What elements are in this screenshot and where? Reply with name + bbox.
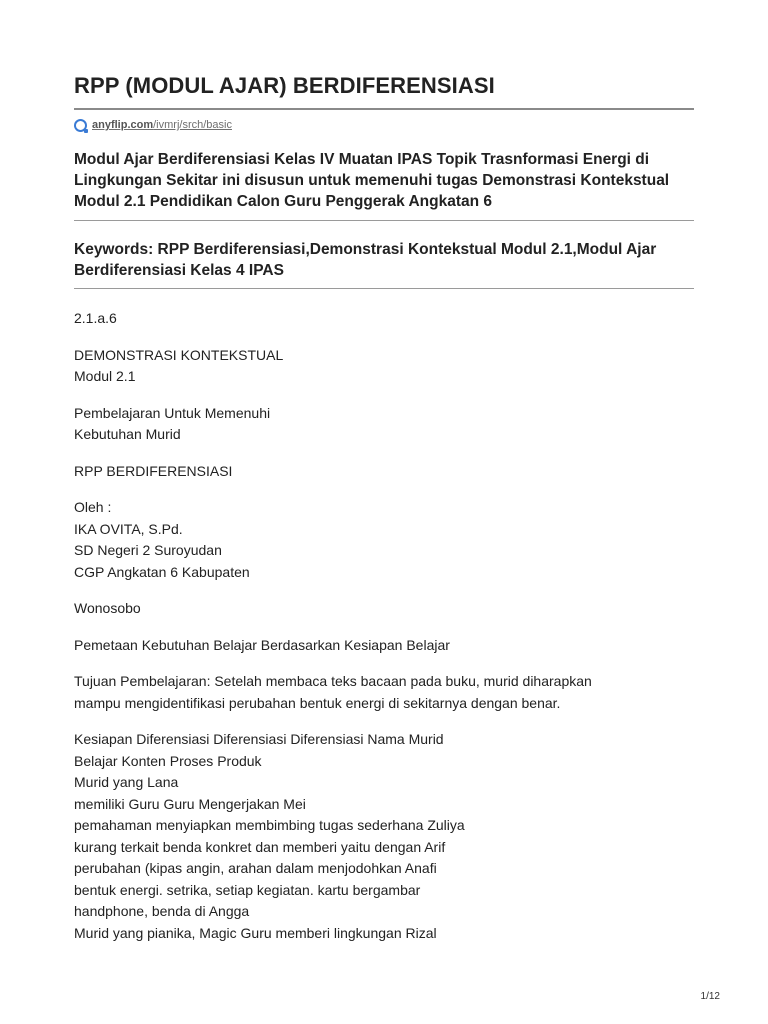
document-body xyxy=(74,308,694,944)
paragraph-line: RPP BERDIFERENSIASI xyxy=(74,462,233,479)
paragraph-line: DEMONSTRASI KONTEKSTUAL xyxy=(74,346,284,363)
body-paragraph xyxy=(74,598,694,620)
paragraph-line: CGP Angkatan 6 Kabupaten xyxy=(74,563,250,580)
page-number: 1/12 xyxy=(700,991,720,1002)
body-paragraph xyxy=(74,461,694,483)
paragraph-line: Kebutuhan Murid xyxy=(74,426,181,442)
document-page xyxy=(74,72,694,959)
body-paragraph xyxy=(74,635,694,657)
paragraph-line: kurang terkait benda konkret dan memberi yaitu dengan Arif xyxy=(74,838,446,855)
paragraph-line: handphone, benda di Angga xyxy=(74,903,250,919)
source-line xyxy=(74,116,694,134)
source-domain[interactable]: anyflip.com xyxy=(92,119,154,131)
paragraph-line: Modul 2.1 xyxy=(74,368,136,384)
document-keywords: Keywords: RPP Berdiferensiasi,Demonstrasi Kontekstual Modul 2.1,Modul Ajar Berdiferensiasi Kelas 4 IPAS xyxy=(74,241,657,279)
paragraph-line: pemahaman menyiapkan membimbing tugas sederhana Zuliya xyxy=(74,817,465,833)
body-paragraph xyxy=(74,729,694,944)
source-link[interactable] xyxy=(92,119,232,131)
search-icon xyxy=(74,119,87,132)
body-paragraph xyxy=(74,403,694,446)
paragraph-line: Wonosobo xyxy=(74,600,141,616)
paragraph-line: Pembelajaran Untuk Memenuhi xyxy=(74,404,271,421)
document-summary: Modul Ajar Berdiferensiasi Kelas IV Muatan IPAS Topik Trasnformasi Energi di Lingkungan Sekitar ini disusun untuk memenuhi tugas Demonstrasi Kontekstual Modul 2.1 Pendidikan Calon Guru Penggerak Angkatan 6 xyxy=(74,151,670,210)
paragraph-line: memiliki Guru Guru Mengerjakan Mei xyxy=(74,795,306,812)
document-title: RPP (MODUL AJAR) BERDIFERENSIASI xyxy=(74,73,495,98)
paragraph-line: Murid yang pianika, Magic Guru memberi lingkungan Rizal xyxy=(74,924,437,941)
paragraph-line: bentuk energi. setrika, setiap kegiatan. kartu bergambar xyxy=(74,881,421,898)
paragraph-line: perubahan (kipas angin, arahan dalam menjodohkan Anafi xyxy=(74,860,437,876)
summary-divider xyxy=(74,220,694,221)
title-divider xyxy=(74,108,694,110)
paragraph-line: SD Negeri 2 Suroyudan xyxy=(74,542,222,558)
paragraph-line: Kesiapan Diferensiasi Diferensiasi Diferensiasi Nama Murid xyxy=(74,731,444,747)
body-paragraph xyxy=(74,345,694,388)
paragraph-line: mampu mengidentifikasi perubahan bentuk energi di sekitarnya dengan benar. xyxy=(74,694,561,711)
paragraph-line: Belajar Konten Proses Produk xyxy=(74,752,262,769)
source-path[interactable]: /ivmrj/srch/basic xyxy=(153,119,232,131)
paragraph-line: Murid yang Lana xyxy=(74,774,179,790)
body-paragraph xyxy=(74,497,694,583)
paragraph-line: Oleh : xyxy=(74,499,112,515)
paragraph-line: 2.1.a.6 xyxy=(74,310,117,326)
body-paragraph xyxy=(74,671,694,714)
body-paragraph xyxy=(74,308,694,330)
paragraph-line: Pemetaan Kebutuhan Belajar Berdasarkan Kesiapan Belajar xyxy=(74,636,450,653)
keywords-divider xyxy=(74,288,694,289)
paragraph-line: Tujuan Pembelajaran: Setelah membaca teks bacaan pada buku, murid diharapkan xyxy=(74,673,592,689)
paragraph-line: IKA OVITA, S.Pd. xyxy=(74,520,183,537)
